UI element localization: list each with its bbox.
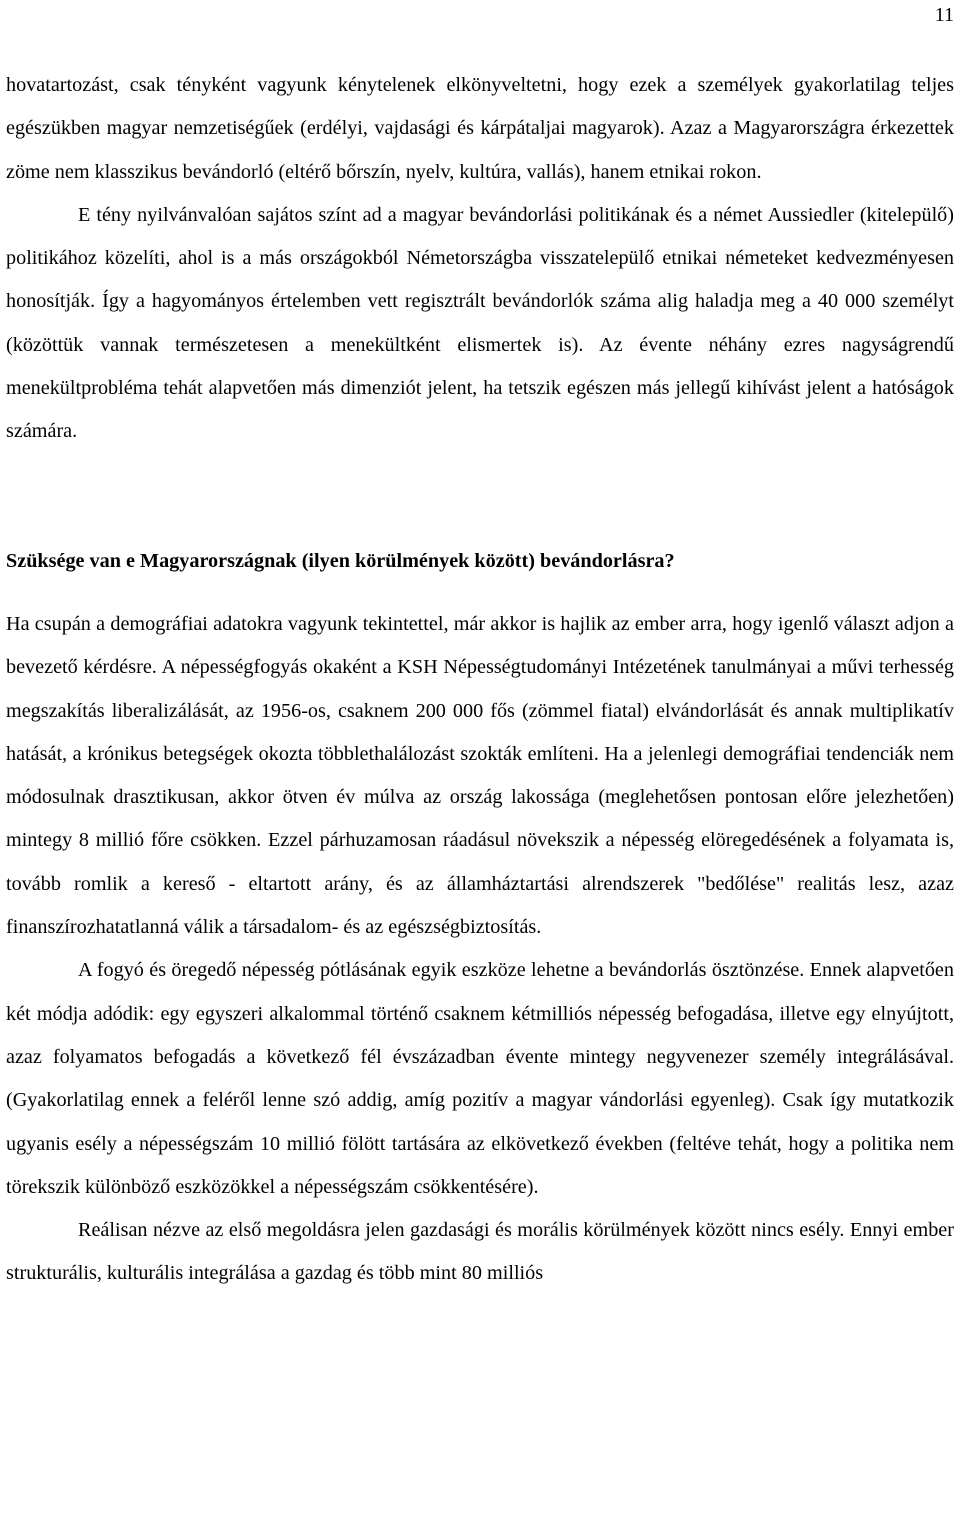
heading-spacer	[6, 583, 954, 603]
section-spacer	[6, 454, 954, 540]
paragraph-aussiedler: E tény nyilvánvalóan sajátos színt ad a magyar bevándorlási politikának és a német Aussiedler (kitelepülő) politikához közelíti, ahol is a más országokból Németországba visszatelepülő etnikai németeket kedvezményesen honosítják. Így a hagyományos értelemben vett regisztrált bevándorlók száma alig haladja meg a 40 000 személyt (közöttük vannak természetesen a menekültként elismertek is). Az évente néhány ezres nagyságrendű menekültprobléma tehát alapvetően más dimenziót jelent, ha tetszik egészen más jellegű kihívást jelent a hatóságok számára.	[6, 203, 954, 443]
paragraph-realistic-view: Reálisan nézve az első megoldásra jelen gazdasági és morális körülmények között nincs esély. Ennyi ember strukturális, kulturális integrálása a gazdag és több mint 80 milliós	[6, 1219, 954, 1285]
document-body	[6, 64, 954, 1296]
page-number: 11	[934, 4, 954, 26]
paragraph-demography: Ha csupán a demográfiai adatokra vagyunk tekintettel, már akkor is hajlik az ember arra, hogy igenlő választ adjon a bevezető kérdésre. A népességfogyás okaként a KSH Népességtudományi Intézetének tanulmányai a művi terhesség megszakítás liberalizálását, az 1956-os, csaknem 200 000 fős (zömmel fiatal) elvándorlását és annak multiplikatív hatását, a krónikus betegségek okozta többlethalálozást szokták említeni. Ha a jelenlegi demográfiai tendenciák nem módosulnak drasztikusan, akkor ötven év múlva az ország lakossága (meglehetősen pontosan előre jelezhetően) mintegy 8 millió főre csökken. Ezzel párhuzamosan ráadásul növekszik a népesség elöregedésének a folyamata is, tovább romlik a kereső - eltartott arány, és az államháztartási alrendszerek "bedőlése" realitás lesz, azaz finanszírozhatatlanná válik a társadalom- és az egészségbiztosítás.	[6, 612, 954, 939]
paragraph-immigration-incentive: A fogyó és öregedő népesség pótlásának egyik eszköze lehetne a bevándorlás ösztönzése. Ennek alapvetően két módja adódik: egy egyszeri alkalommal történő csaknem kétmilliós népesség befogadása, illetve egy elnyújtott, azaz folyamatos befogadás a következő fél évszázadban évente mintegy negyvenezer személy integrálásával. (Gyakorlatilag ennek a feléről lenne szó addig, amíg pozitív a magyar vándorlási egyenleg). Csak így mutatkozik ugyanis esély a népességszám 10 millió fölött tartására az elkövetkező években (feltéve tehát, hogy a politika nem törekszik különböző eszközökkel a népességszám csökkentésére).	[6, 959, 954, 1198]
section-heading: Szüksége van e Magyarországnak (ilyen körülmények között) bevándorlásra?	[6, 549, 675, 572]
paragraph-continuation: hovatartozást, csak tényként vagyunk kénytelenek elkönyveltetni, hogy ezek a személyek gyakorlatilag teljes egészükben magyar nemzetiségűek (erdélyi, vajdasági és kárpátaljai magyarok). Azaz a Magyarországra érkezettek zöme nem klasszikus bevándorló (eltérő bőrszín, nyelv, kultúra, vallás), hanem etnikai rokon.	[6, 74, 954, 183]
